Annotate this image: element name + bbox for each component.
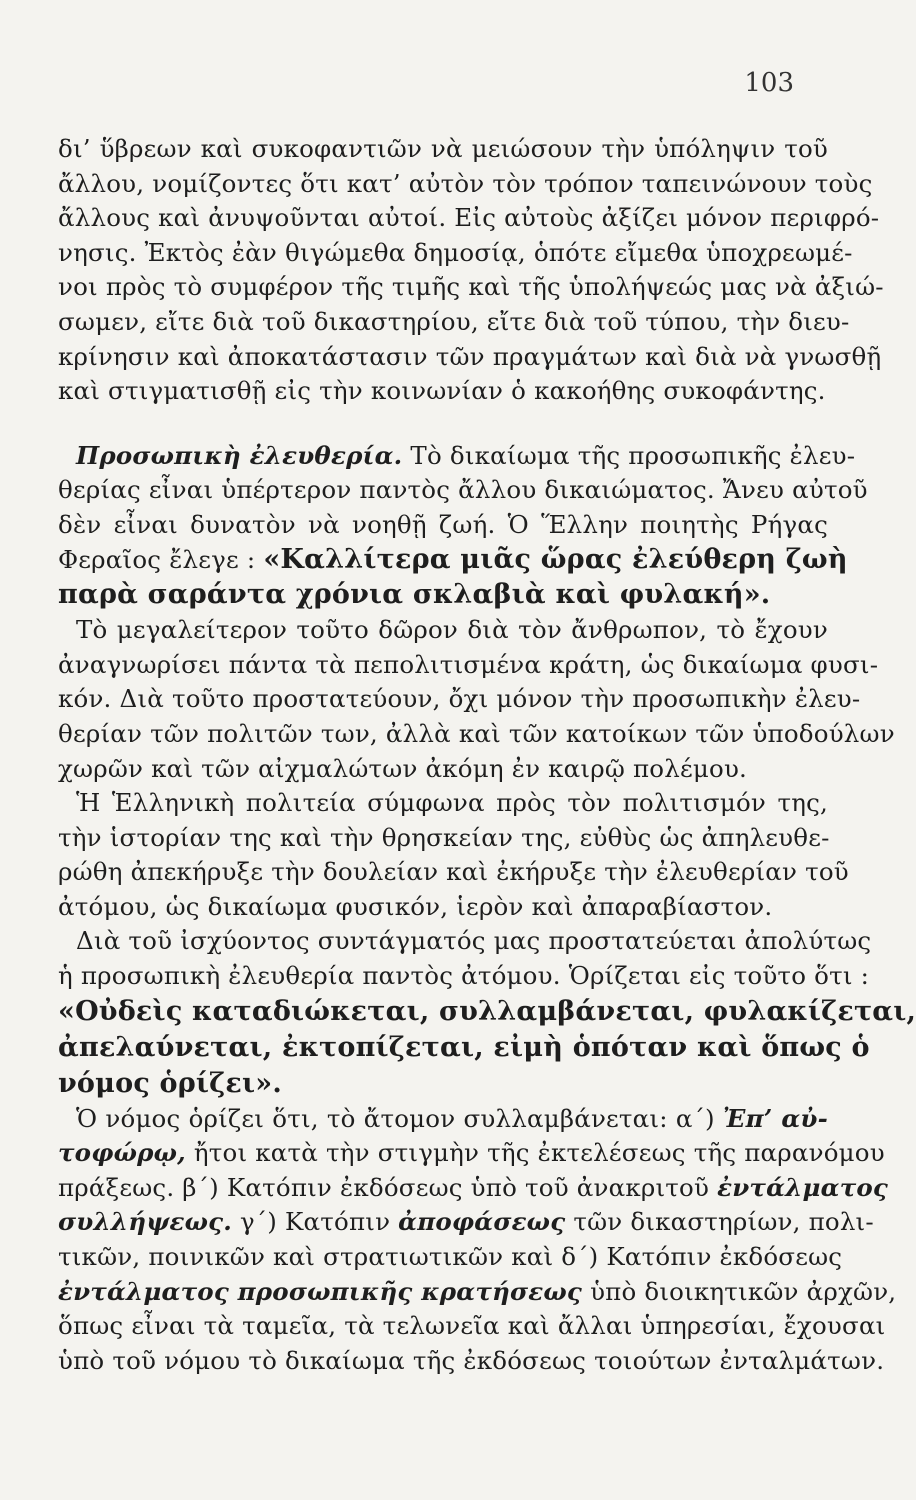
text-line: χωρῶν καὶ τῶν αἰχμαλώτων ἀκόμη ἐν καιρῷ πολέμου.: [58, 753, 748, 783]
text-line: καὶ στιγματισθῇ εἰς τὴν κοινωνίαν ὁ κακοήθης συκοφάντης.: [58, 376, 826, 406]
paragraph-1: [58, 132, 884, 409]
paragraph-constitution: [58, 924, 916, 1101]
text-line: ρώθη ἀπεκήρυξε τὴν δουλείαν καὶ ἐκήρυξε τὴν ἐλευθερίαν τοῦ: [58, 857, 849, 887]
emphasis: ἐντάλματος προσωπικῆς κρατήσεως: [58, 1276, 583, 1306]
constitution-quote: νόμος ὁρίζει».: [58, 1067, 282, 1099]
text-line: συλλήψεως. γ΄) Κατόπιν ἀποφάσεως τῶν δικαστηρίων, πολι-: [58, 1207, 874, 1237]
paragraph-3: [58, 613, 895, 786]
text-line: Προσωπικὴ ἐλευθερία. Τὸ δικαίωμα τῆς προσωπικῆς ἐλευ-: [76, 440, 856, 470]
text-line: Τὸ μεγαλείτερον τοῦτο δῶρον διὰ τὸν ἄνθρωπον, τὸ ἔχουν: [76, 615, 828, 645]
paragraph-personal-freedom: [58, 439, 868, 613]
rigas-quote: «Καλλίτερα μιᾶς ὥρας ἐλεύθερη ζωὴ: [263, 543, 848, 575]
emphasis: τοφώρῳ,: [58, 1138, 186, 1168]
emphasis: συλλήψεως.: [58, 1207, 232, 1237]
text-line: ὅπως εἶναι τὰ ταμεῖα, τὰ τελωνεῖα καὶ ἄλλαι ὑπηρεσίαι, ἔχουσαι: [58, 1311, 886, 1341]
text-line: ἐντάλματος προσωπικῆς κρατήσεως ὑπὸ διοικητικῶν ἀρχῶν,: [58, 1276, 897, 1306]
text-line: πράξεως. β΄) Κατόπιν ἐκδόσεως ὑπὸ τοῦ ἀνακριτοῦ ἐντάλματος: [58, 1172, 889, 1202]
section-heading: Προσωπικὴ ἐλευθερία.: [76, 440, 403, 470]
text-line: ὑπὸ τοῦ νόμου τὸ δικαίωμα τῆς ἐκδόσεως τοιούτων ἐνταλμάτων.: [58, 1345, 885, 1375]
text-line: ἄλλους καὶ ἀνυψοῦνται αὐτοί. Εἰς αὐτοὺς ἀξίζει μόνον περιφρό-: [58, 203, 880, 233]
text-line: Ἡ Ἑλληνικὴ πολιτεία σύμφωνα πρὸς τὸν πολιτισμόν της,: [76, 788, 828, 818]
text-line: τικῶν, ποινικῶν καὶ στρατιωτικῶν καὶ δ΄) Κατόπιν ἐκδόσεως: [58, 1242, 843, 1272]
text-line: Διὰ τοῦ ἰσχύοντος συντάγματός μας προστατεύεται ἀπολύτως: [76, 926, 872, 956]
text-line: ἄλλου, νομίζοντες ὅτι κατ’ αὐτὸν τὸν τρόπον ταπεινώνουν τοὺς: [58, 168, 873, 198]
text-line: κόν. Διὰ τοῦτο προστατεύουν, ὄχι μόνον τὴν προσωπικὴν ἐλευ-: [58, 684, 861, 714]
body-text: [58, 132, 916, 1378]
text-line: νοι πρὸς τὸ συμφέρον τῆς τιμῆς καὶ τῆς ὑπολήψεώς μας νὰ ἀξιώ-: [58, 272, 884, 302]
emphasis: ἀποφάσεως: [398, 1207, 566, 1237]
text-line: Φεραῖος ἔλεγε : «Καλλίτερα μιᾶς ὥρας ἐλεύθερη ζωὴ: [58, 543, 848, 575]
text-line: δι’ ὕβρεων καὶ συκοφαντιῶν νὰ μειώσουν τὴν ὑπόληψιν τοῦ: [58, 134, 828, 163]
emphasis: Ἐπ’ αὐ-: [722, 1103, 828, 1133]
text-line: νησις. Ἐκτὸς ἐὰν θιγώμεθα δημοσίᾳ, ὁπότε εἴμεθα ὑποχρεωμέ-: [58, 237, 853, 267]
text-line: τὴν ἱστορίαν της καὶ τὴν θρησκείαν της, εὐθὺς ὡς ἀπηλευθε-: [58, 822, 830, 852]
text-line: ἡ προσωπικὴ ἐλευθερία παντὸς ἀτόμου. Ὁρίζεται εἰς τοῦτο ὅτι :: [58, 961, 870, 991]
paragraph-4: [58, 786, 849, 924]
constitution-quote: ἀπελαύνεται, ἐκτοπίζεται, εἰμὴ ὁπόταν καὶ ὅπως ὁ: [58, 1031, 870, 1063]
text-line: τοφώρῳ, ἤτοι κατὰ τὴν στιγμὴν τῆς ἐκτελέσεως τῆς παρανόμου: [58, 1138, 885, 1168]
text-line: ἀτόμου, ὡς δικαίωμα φυσικόν, ἱερὸν καὶ ἀπαραβίαστον.: [58, 891, 773, 921]
text-line: Ὁ νόμος ὁρίζει ὅτι, τὸ ἄτομον συλλαμβάνεται: α΄) Ἐπ’ αὐ-: [76, 1103, 828, 1133]
text-line: θερίαν τῶν πολιτῶν των, ἀλλὰ καὶ τῶν κατοίκων τῶν ὑποδούλων: [58, 718, 895, 748]
text-line: θερίας εἶναι ὑπέρτερον παντὸς ἄλλου δικαιώματος. Ἄνευ αὐτοῦ: [58, 475, 868, 505]
text-line: ἀναγνωρίσει πάντα τὰ πεπολιτισμένα κράτη, ὡς δικαίωμα φυσι-: [58, 649, 879, 679]
text-line: δὲν εἶναι δυνατὸν νὰ νοηθῇ ζωή. Ὁ Ἕλλην ποιητὴς Ρήγας: [58, 509, 828, 539]
page-number: 103: [744, 68, 794, 98]
text-line: κρίνησιν καὶ ἀποκατάστασιν τῶν πραγμάτων καὶ διὰ νὰ γνωσθῇ: [58, 341, 882, 371]
text-line: σωμεν, εἴτε διὰ τοῦ δικαστηρίου, εἴτε διὰ τοῦ τύπου, τὴν διευ-: [58, 306, 850, 336]
paragraph-arrest: [58, 1102, 897, 1379]
constitution-quote: «Οὐδεὶς καταδιώκεται, συλλαμβάνεται, φυλακίζεται,: [58, 995, 916, 1027]
rigas-quote: παρὰ σαράντα χρόνια σκλαβιὰ καὶ φυλακή».: [58, 579, 771, 611]
emphasis: ἐντάλματος: [717, 1172, 889, 1202]
